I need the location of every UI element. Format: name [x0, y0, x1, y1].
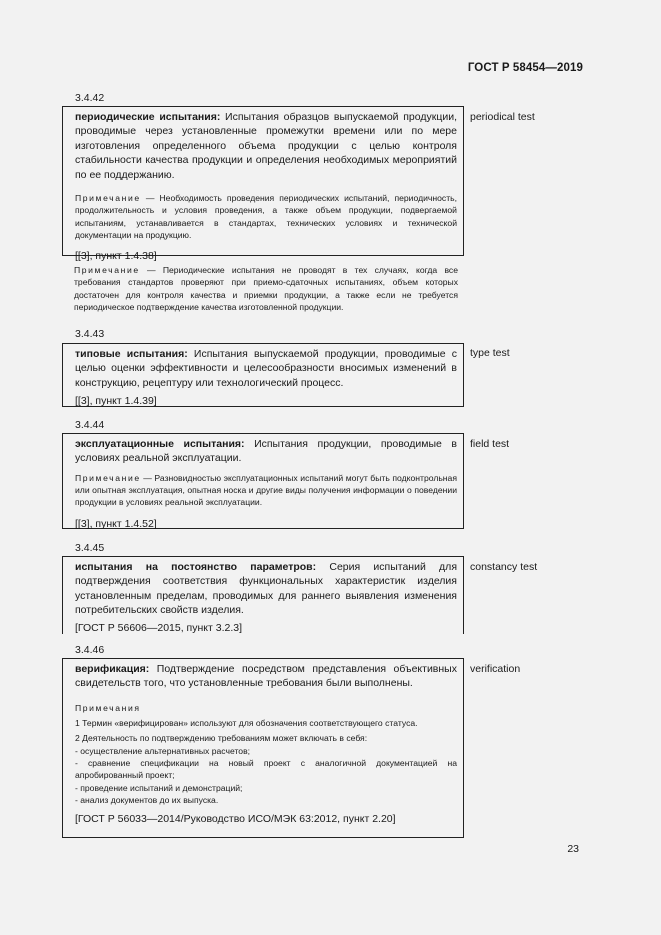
- note-item: - осуществление альтернативных расчетов;: [75, 745, 251, 756]
- source-reference: [[3], пункт 1.4.38]: [75, 250, 157, 263]
- definition: Испытания образцов выпускаемой продукции, проводимые через установленные промежутки времени или по мере изготовления определенного объема продукции с целью контроля стабильности качества продукции и определения необходимых мероприятий по ее поддержанию.: [75, 111, 457, 181]
- source-reference: [ГОСТ Р 56033—2014/Руководство ИСО/МЭК 63:2012, пункт 2.20]: [75, 813, 396, 826]
- notes-label: Примечания: [75, 702, 141, 713]
- source-reference: [ГОСТ Р 56606—2015, пункт 3.2.3]: [75, 621, 243, 634]
- source-reference: [[3], пункт 1.4.52]: [75, 517, 157, 530]
- english-equivalent: verification: [470, 663, 521, 675]
- english-equivalent: type test: [470, 347, 510, 359]
- clause-number: 3.4.46: [75, 644, 105, 656]
- english-equivalent: field test: [470, 438, 510, 450]
- term-box-verification: [62, 658, 464, 838]
- note-label: Примечание: [75, 472, 141, 483]
- note-text: — Разновидностью эксплуатационных испытаний могут быть подконтрольная или опытная эксплуатация, опытная носка и другие виды получения информации о поведении продукции в условиях реальной эксплуатации.: [75, 472, 457, 508]
- english-equivalent: constancy test: [470, 561, 538, 573]
- note-label: Примечание: [74, 265, 140, 275]
- term-definition: [63, 107, 463, 182]
- term-box-type-test: [62, 343, 464, 407]
- term-box-field-test: [62, 433, 464, 529]
- term-note: [63, 192, 463, 241]
- term-definition: [63, 557, 463, 618]
- definition: Подтверждение посредством представления объективных свидетельств того, что установленные требования были выполнены.: [75, 663, 457, 690]
- note-item: - анализ документов до их выпуска.: [75, 794, 219, 805]
- term: периодические испытания:: [75, 111, 221, 123]
- note-label: Примечание: [75, 193, 141, 204]
- definition: Испытания продукции, проводимые в условиях реальной эксплуатации.: [75, 438, 457, 465]
- clause-number: 3.4.44: [75, 419, 105, 431]
- note-item: 1 Термин «верифицирован» используют для обозначения соответствующего статуса.: [75, 718, 418, 729]
- term-note: [63, 472, 463, 509]
- clause-number: 3.4.45: [75, 542, 105, 554]
- note-item: 2 Деятельность по подтверждению требованиям может включать в себя:: [75, 733, 368, 744]
- definition: Серия испытаний для подтверждения соответствия функциональных характеристик изделия установленным пределам, проводимых для раннего выявления изменения потребительских свойств изделия.: [75, 561, 457, 617]
- note-item: - сравнение спецификации на новый проект с аналогичной документацией на апробированный проект;: [75, 758, 457, 781]
- english-equivalent: periodical test: [470, 111, 535, 123]
- term: испытания на постоянство параметров:: [75, 561, 317, 573]
- term-box-constancy-test: [62, 556, 464, 634]
- term-definition: [63, 659, 463, 691]
- term: эксплуатационные испытания:: [75, 438, 245, 450]
- source-reference: [[3], пункт 1.4.39]: [75, 395, 157, 408]
- note-text: — Необходимость проведения периодических испытаний, периодичность, продолжительность и условия проведения, а также объем продукции, подвергаемой испытаниям, устанавливается в стандартах, технических условиях и технической документации на продукцию.: [75, 193, 457, 240]
- term: верификация:: [75, 663, 150, 675]
- clause-number: 3.4.42: [75, 92, 105, 104]
- definition: Испытания выпускаемой продукции, проводимые с целью оценки эффективности и целесообразности вносимых изменений в конструкцию, рецептуру или технологический процесс.: [75, 348, 458, 389]
- note-item: - проведение испытаний и демонстраций;: [75, 782, 243, 793]
- term-box-periodic-test: [62, 106, 464, 263]
- term-definition: [63, 344, 463, 390]
- clause-note: [74, 264, 458, 313]
- document-id-header: ГОСТ Р 58454—2019: [467, 62, 583, 74]
- term: типовые испытания:: [75, 348, 188, 360]
- page-number: 23: [567, 843, 579, 855]
- term-definition: [63, 434, 463, 466]
- note-text: — Периодические испытания не проводят в тех случаях, когда все требования стандартов проверяют при приемо-сдаточных испытаниях, объем которых достаточен для контроля качества и приемки продукции, а также если не требуется периодическое подтверждение качества изготовленной продукции.: [74, 265, 458, 312]
- clause-number: 3.4.43: [75, 328, 105, 340]
